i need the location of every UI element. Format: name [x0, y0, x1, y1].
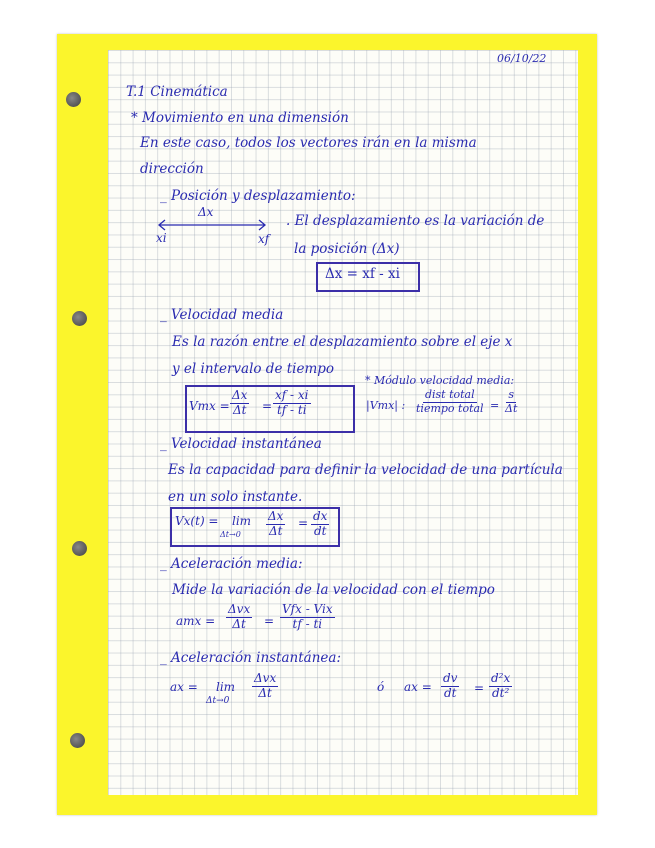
posicion-heading: _ Posición y desplazamiento:	[160, 188, 356, 204]
xf-label: xf	[258, 232, 270, 246]
fraction: $\frac{\Delta x}{\Delta t}$	[268, 509, 284, 538]
punch-hole	[72, 541, 87, 556]
fraction: $\frac{xf - xi}{tf - ti}$	[275, 388, 309, 417]
vx-lhs: Vx(t) =	[175, 514, 219, 528]
fraction: $\frac{dx}{dt}$	[313, 509, 328, 538]
fraction: dist total tiempo total	[416, 388, 484, 415]
fraction: Δvx Δt	[254, 671, 277, 700]
xi-label: xi	[156, 231, 167, 245]
equals-sign: =	[490, 399, 500, 412]
modulo-label: * Módulo velocidad media:	[365, 374, 515, 387]
vel-inst-heading: _ Velocidad instantánea	[160, 436, 322, 452]
lim-label: lim	[216, 680, 236, 694]
delta-x-label: Δx	[198, 205, 214, 219]
lim-label: lim	[232, 514, 252, 528]
page-title: T.1 Cinemática	[126, 84, 228, 100]
punch-hole	[66, 92, 81, 107]
acel-media-heading: _ Aceleración media:	[160, 556, 303, 572]
modulo-lhs: |Vmx| :	[366, 399, 406, 412]
punch-hole	[72, 311, 87, 326]
fraction: $\frac{dv}{dt}$	[443, 671, 458, 700]
displacement-arrow	[155, 218, 271, 232]
vel-inst-text: en un solo instante.	[168, 489, 303, 505]
posicion-text: la posición (Δx)	[294, 241, 400, 257]
equals-sign: =	[298, 516, 309, 530]
punch-hole	[70, 733, 85, 748]
section-heading: * Movimiento en una dimensión	[131, 110, 349, 126]
amx-lhs: amx =	[176, 614, 216, 628]
lim-subscript: Δt→0	[220, 530, 241, 539]
desplazamiento-formula: Δx = xf - xi	[325, 266, 400, 282]
vel-media-text: Es la razón entre el desplazamiento sobre el eje x	[172, 334, 513, 350]
vel-inst-text: Es la capacidad para definir la velocidad de una partícula	[168, 462, 563, 478]
vmx-lhs: Vmx =	[189, 399, 230, 413]
fraction: Δvx Δt	[228, 602, 251, 631]
fraction: $\frac{s}{\Delta t}$	[505, 388, 518, 415]
vel-media-text: y el intervalo de tiempo	[172, 361, 335, 377]
vel-media-heading: _ Velocidad media	[160, 307, 284, 323]
ax-lhs: ax =	[170, 680, 198, 694]
posicion-text: . El desplazamiento es la variación de	[286, 213, 545, 229]
fraction: $\frac{\text{d²x}}{\text{dt²}}$	[491, 671, 511, 700]
fraction: $\frac{\Delta x}{\Delta t}$	[232, 388, 248, 417]
date: 06/10/22	[497, 52, 547, 65]
or-label: ó	[377, 680, 385, 694]
intro-line: dirección	[140, 161, 204, 177]
ax-lhs-2: ax =	[404, 680, 432, 694]
fraction: Vfx - Vix tf - ti	[282, 602, 333, 631]
equals-sign: =	[474, 681, 485, 695]
acel-inst-heading: _ Aceleración instantánea:	[160, 650, 342, 666]
equals-sign: =	[264, 614, 275, 628]
lim-subscript: Δt→0	[206, 696, 230, 706]
intro-line: En este caso, todos los vectores irán en la misma	[140, 135, 477, 151]
equals-sign: =	[262, 399, 273, 413]
acel-media-text: Mide la variación de la velocidad con el tiempo	[172, 582, 495, 598]
